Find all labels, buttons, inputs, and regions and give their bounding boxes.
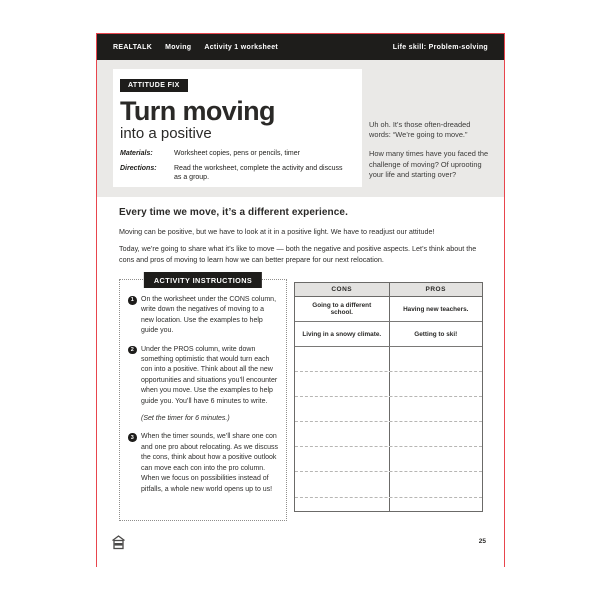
attitude-fix-tag: ATTITUDE FIX bbox=[120, 79, 188, 92]
step-text: When the timer sounds, we’ll share one con and one pro about relocating. As we discuss the cons, think about how a positive outlook can move each con into the pro column. When we focus on possibilities instead of pitfalls, a whole new world opens up to us! bbox=[141, 433, 278, 493]
directions-label: Directions: bbox=[120, 164, 157, 172]
brand-label: REALTALK bbox=[113, 43, 153, 51]
table-empty-row bbox=[295, 372, 482, 397]
table-empty-cell bbox=[389, 347, 483, 371]
activity-columns bbox=[119, 275, 482, 531]
table-empty-cell bbox=[295, 422, 389, 446]
step-number-badge: 1 bbox=[128, 296, 137, 305]
materials-label: Materials: bbox=[120, 150, 153, 157]
instruction-step bbox=[128, 432, 278, 494]
directions-row bbox=[120, 164, 345, 183]
cons-pros-table bbox=[294, 282, 483, 512]
table-cell: Living in a snowy climate. bbox=[302, 330, 382, 338]
table-empty-cell bbox=[295, 397, 389, 421]
table-empty-cell bbox=[389, 447, 483, 471]
page-title: Turn moving bbox=[120, 96, 275, 126]
table-empty-row bbox=[295, 498, 482, 511]
table-row bbox=[295, 322, 482, 347]
topic-label: Moving bbox=[165, 43, 192, 51]
materials-value: Worksheet copies, pens or pencils, timer bbox=[174, 150, 300, 157]
top-header-bar bbox=[97, 34, 504, 60]
life-skill-label: Life skill: Problem-solving bbox=[392, 43, 488, 51]
table-empty-cell bbox=[389, 397, 483, 421]
table-row bbox=[295, 297, 482, 322]
table-empty-cell bbox=[389, 498, 483, 511]
step-number-badge: 3 bbox=[128, 433, 137, 442]
table-cell: Getting to ski! bbox=[389, 322, 483, 346]
body-section bbox=[97, 197, 504, 568]
table-empty-row bbox=[295, 447, 482, 472]
intro-paragraph-1: Moving can be positive, but we have to look at it in a positive light. We have to readjust our attitude! bbox=[119, 227, 435, 236]
instruction-step bbox=[128, 345, 278, 425]
instruction-step bbox=[128, 295, 278, 337]
table-empty-cell bbox=[295, 372, 389, 396]
table-empty-row bbox=[295, 472, 482, 497]
house-icon bbox=[110, 534, 127, 551]
page-subtitle: into a positive bbox=[120, 125, 212, 142]
table-header-cell: CONS bbox=[331, 286, 353, 293]
step-text: Under the PROS column, write down something optimistic that would turn each con into a positive. Think about all the new opportunities and situations you’ll encounter when you move. Use the examples to help guide you. You’ll have 6 minutes to write. (Set the timer for 6 minutes.) bbox=[141, 345, 278, 425]
page-number: 25 bbox=[478, 538, 486, 545]
step-text: On the worksheet under the CONS column, write down the negatives of moving to a new location. Use the examples to help guide you. bbox=[141, 296, 277, 335]
aside-paragraph-2: How many times have you faced the challenge of moving? Of uprooting your life and starting over? bbox=[369, 149, 489, 179]
table-empty-cell bbox=[389, 372, 483, 396]
table-empty-row bbox=[295, 347, 482, 372]
table-header-cell: PROS bbox=[389, 283, 483, 296]
doc-title-label: Activity 1 worksheet bbox=[204, 43, 279, 51]
materials-row bbox=[120, 149, 345, 159]
table-cell: Having new teachers. bbox=[389, 297, 483, 321]
table-cell: Going to a different school. bbox=[312, 302, 372, 316]
table-empty-cell bbox=[389, 472, 483, 496]
table-empty-cell bbox=[295, 347, 389, 371]
table-empty-cell bbox=[295, 498, 389, 511]
table-empty-cell bbox=[295, 472, 389, 496]
intro-paragraph-2: Today, we’re going to share what it’s like to move — both the negative and positive aspects. Let’s think about the cons and pros of moving to learn how we can better prepare for our next relocation. bbox=[119, 244, 477, 264]
step-number-badge: 2 bbox=[128, 346, 137, 355]
table-empty-cell bbox=[389, 422, 483, 446]
worksheet-card bbox=[96, 33, 505, 567]
hero-section bbox=[97, 60, 504, 197]
directions-value: Read the worksheet, complete the activity and discuss as a group. bbox=[174, 164, 343, 181]
table-empty-row bbox=[295, 422, 482, 447]
hero-aside-text bbox=[369, 120, 493, 189]
table-header-row bbox=[295, 283, 482, 297]
instruction-steps bbox=[128, 295, 278, 495]
title-panel bbox=[113, 69, 362, 187]
table-empty-cell bbox=[295, 447, 389, 471]
activity-instructions-box bbox=[119, 275, 287, 521]
activity-instructions-tag: ACTIVITY INSTRUCTIONS bbox=[144, 272, 262, 288]
aside-paragraph-1: Uh oh. It’s those often-dreaded words: “We’re going to move.” bbox=[369, 120, 471, 140]
table-empty-row bbox=[295, 397, 482, 422]
intro-heading: Every time we move, it’s a different experience. bbox=[119, 207, 348, 218]
header-left-group bbox=[113, 44, 278, 51]
step-note: (Set the timer for 6 minutes.) bbox=[141, 415, 230, 423]
